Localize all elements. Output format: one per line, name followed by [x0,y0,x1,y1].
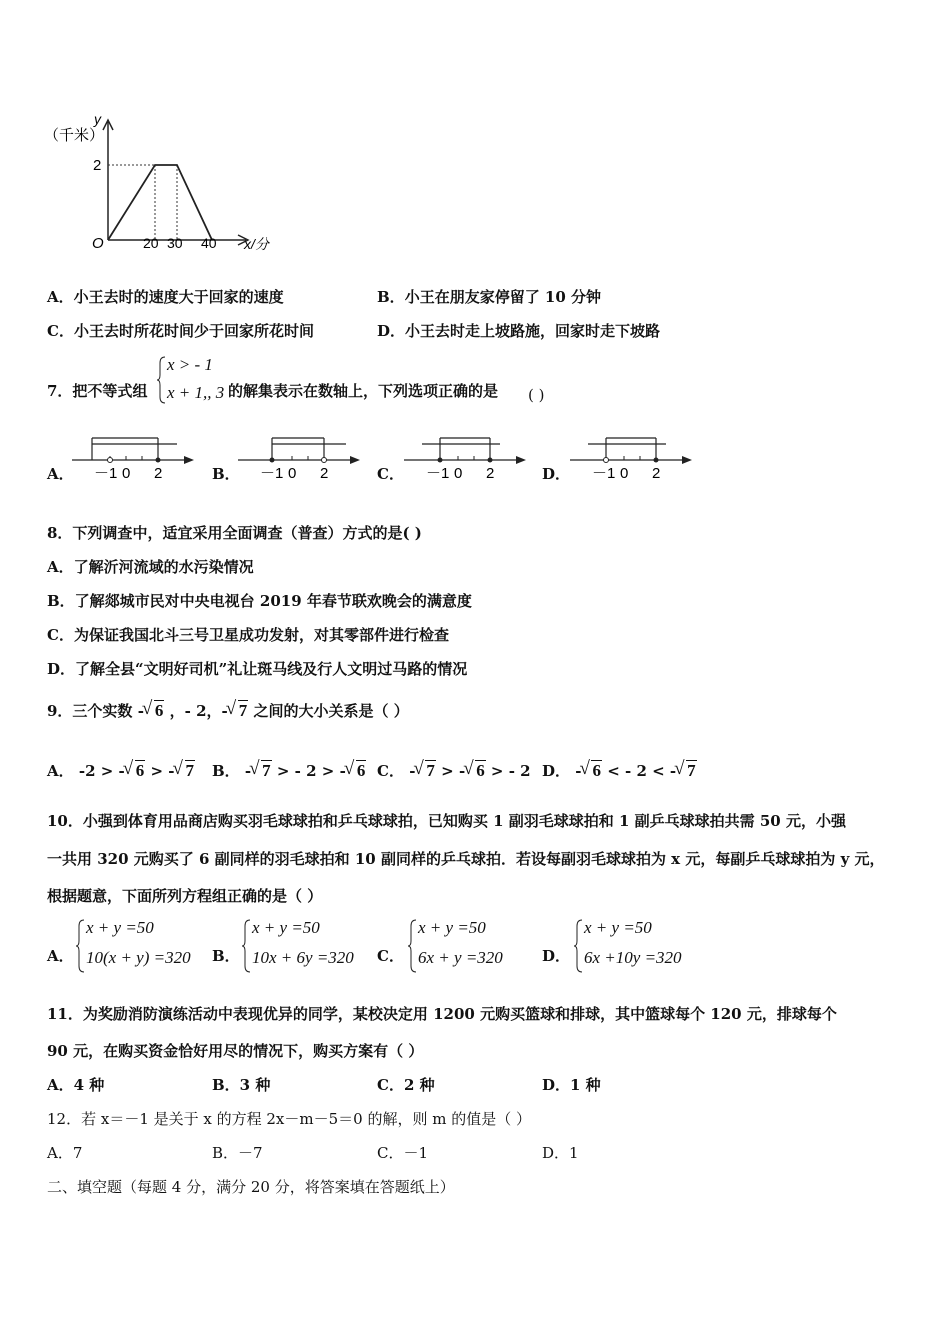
q10-line3: 根据题意，下面所列方程组正确的是（ ） [47,887,323,905]
x-tick-20: 20 [143,235,159,251]
q7-sys-line1: x > - 1 [167,355,213,374]
q9-option-a: A． -2 > -√ 6 > -√ 7 [47,760,195,781]
q9-neg2: - [221,702,228,720]
q7-option-a-numberline [72,432,197,484]
q12-stem: 12．若 x＝－1 是关于 x 的方程 2x－m－5＝0 的解，则 m 的值是（ ） [47,1110,532,1128]
q9-c-sqrt7: √ 7 [415,761,436,781]
q9-option-a-label: A． [47,762,74,780]
q7-option-c-label: C． [377,465,404,483]
q9-b-sqrt6: √ 6 [346,761,367,781]
y-axis-label: y [94,111,101,127]
q8-option-b: B．了解郯城市民对中央电视台 2019 年春节联欢晚会的满意度 [47,592,472,610]
q8-stem: 8．下列调查中，适宜采用全面调查（普查）方式的是( ) [47,524,422,542]
distance-line [108,165,212,240]
x-tick-40: 40 [201,235,217,251]
q8-option-a: A．了解沂河流域的水污染情况 [47,558,254,576]
q9-sqrt6: √ 6 [144,701,165,721]
q9-option-c-label: C． [377,762,404,780]
q9-mid: ，- 2， [169,702,222,720]
q9-a-sqrt7: √ 7 [175,761,196,781]
svg-text:0: 0 [122,465,131,482]
q6-option-b-label: B． [377,288,405,306]
svg-text:－1: －1 [426,465,450,482]
q7-option-b-label: B． [212,465,240,483]
q6-option-d [377,320,660,341]
q7-sys-line2: x + 1,, 3 [167,383,225,402]
x-axis-label: x/分 [244,236,269,252]
q8-option-c: C．为保证我国北斗三号卫星成功发射，对其零部件进行检查 [47,626,449,644]
q7-inequality-system [157,355,227,407]
q6-option-a-text: 小王去时的速度大于回家的速度 [73,288,284,306]
q9-sqrt7: √ 7 [228,701,249,721]
q7-option-b-numberline [238,432,363,484]
q11-line1: 11．为奖励消防演练活动中表现优异的同学，某校决定用 1200 元购买篮球和排球，其中篮球每个 120 元，排球每个 [47,1005,837,1023]
q9-option-c: C． -√ 7 > -√ 6 > - 2 [377,760,531,781]
svg-text:2: 2 [652,465,661,482]
svg-text:－1: －1 [592,465,616,482]
q10-option-d-label: D． [542,947,571,965]
q6-option-c-text: 小王去时所花时间少于回家所花时间 [73,322,314,340]
svg-text:－1: －1 [94,465,118,482]
q10-option-b-system: x + y =50 10x + 6y =320 [242,918,372,974]
q7-brace [157,355,167,405]
q9-stem [47,700,409,721]
svg-text:2: 2 [320,465,329,482]
q9-d-sqrt7: √ 7 [676,761,697,781]
q9-c-sqrt6: √ 6 [465,761,486,781]
q7-answer-paren: ( ) [528,386,545,404]
q6-option-b [377,286,601,307]
q12-option-b: B．－7 [212,1144,263,1162]
q6-option-a-label: A． [47,288,74,306]
q9-b-sqrt7: √ 7 [251,761,272,781]
origin-label: O [92,235,104,252]
q6-option-c [47,320,314,341]
q9-neg1: - [137,702,144,720]
q6-option-a [47,286,284,307]
q7-prefix: 7．把不等式组 [47,382,148,400]
q9-prefix: 9．三个实数 [47,702,133,720]
svg-text:－1: －1 [260,465,284,482]
x-tick-30: 30 [167,235,183,251]
section-2-heading: 二、填空题（每题 4 分，满分 20 分，将答案填在答题纸上） [47,1178,455,1196]
q12-option-d: D．1 [542,1144,579,1162]
q7-suffix: 的解集表示在数轴上，下列选项正确的是 [228,382,499,400]
q10-option-a-label: A． [47,947,74,965]
q9-suffix: 之间的大小关系是（ ） [253,702,409,720]
q12-option-a: A．7 [47,1144,83,1162]
q7-option-d-label: D． [542,465,571,483]
q10-line2: 一共用 320 元购买了 6 副同样的羽毛球拍和 10 副同样的乒乓球拍．若设每副羽毛球球拍为 x 元，每副乒乓球球拍为 y 元， [47,850,885,868]
q12-option-c: C．－1 [377,1144,429,1162]
q9-option-d-label: D． [542,762,571,780]
q11-option-d: D．1 种 [542,1076,601,1094]
q9-option-b: B． -√ 7 > - 2 > -√ 6 [212,760,366,781]
q10-option-c-system: x + y =50 6x + y =320 [408,918,538,974]
q9-d-sqrt6: √ 6 [581,761,602,781]
q9-option-d: D． -√ 6 < - 2 < -√ 7 [542,760,697,781]
svg-text:0: 0 [620,465,629,482]
q7-option-c-numberline [404,432,529,484]
q11-option-c: C．2 种 [377,1076,435,1094]
q11-option-b: B．3 种 [212,1076,271,1094]
q9-a-sqrt6: √ 6 [125,761,146,781]
q7-option-a-label: A． [47,465,74,483]
distance-time-graph [40,108,290,258]
q10-option-c-label: C． [377,947,404,965]
q6-option-b-text: 小王在朋友家停留了 10 分钟 [404,288,602,306]
svg-text:2: 2 [154,465,163,482]
y-tick-2: 2 [93,157,102,174]
q10-option-a-system: x + y =50 10(x + y) =320 [76,918,206,974]
q10-line1: 10．小强到体育用品商店购买羽毛球球拍和乒乓球球拍，已知购买 1 副羽毛球球拍和 1 副乒乓球球拍共需 50 元，小强 [47,812,846,830]
y-unit-label: （千米） [44,127,105,144]
q8-option-d: D．了解全县“文明好司机”礼让斑马线及行人文明过马路的情况 [47,660,468,678]
q11-line2: 90 元，在购买资金恰好用尽的情况下，购买方案有（ ） [47,1042,424,1060]
q10-option-d-system: x + y =50 6x +10y =320 [574,918,714,974]
svg-text:0: 0 [288,465,297,482]
q7-option-d-numberline [570,432,695,484]
svg-text:0: 0 [454,465,463,482]
q6-option-d-label: D． [377,322,406,340]
q11-option-a: A．4 种 [47,1076,105,1094]
q9-option-b-label: B． [212,762,240,780]
svg-text:2: 2 [486,465,495,482]
q6-option-d-text: 小王去时走上坡路施，回家时走下坡路 [405,322,661,340]
q10-option-b-label: B． [212,947,240,965]
q6-option-c-label: C． [47,322,74,340]
